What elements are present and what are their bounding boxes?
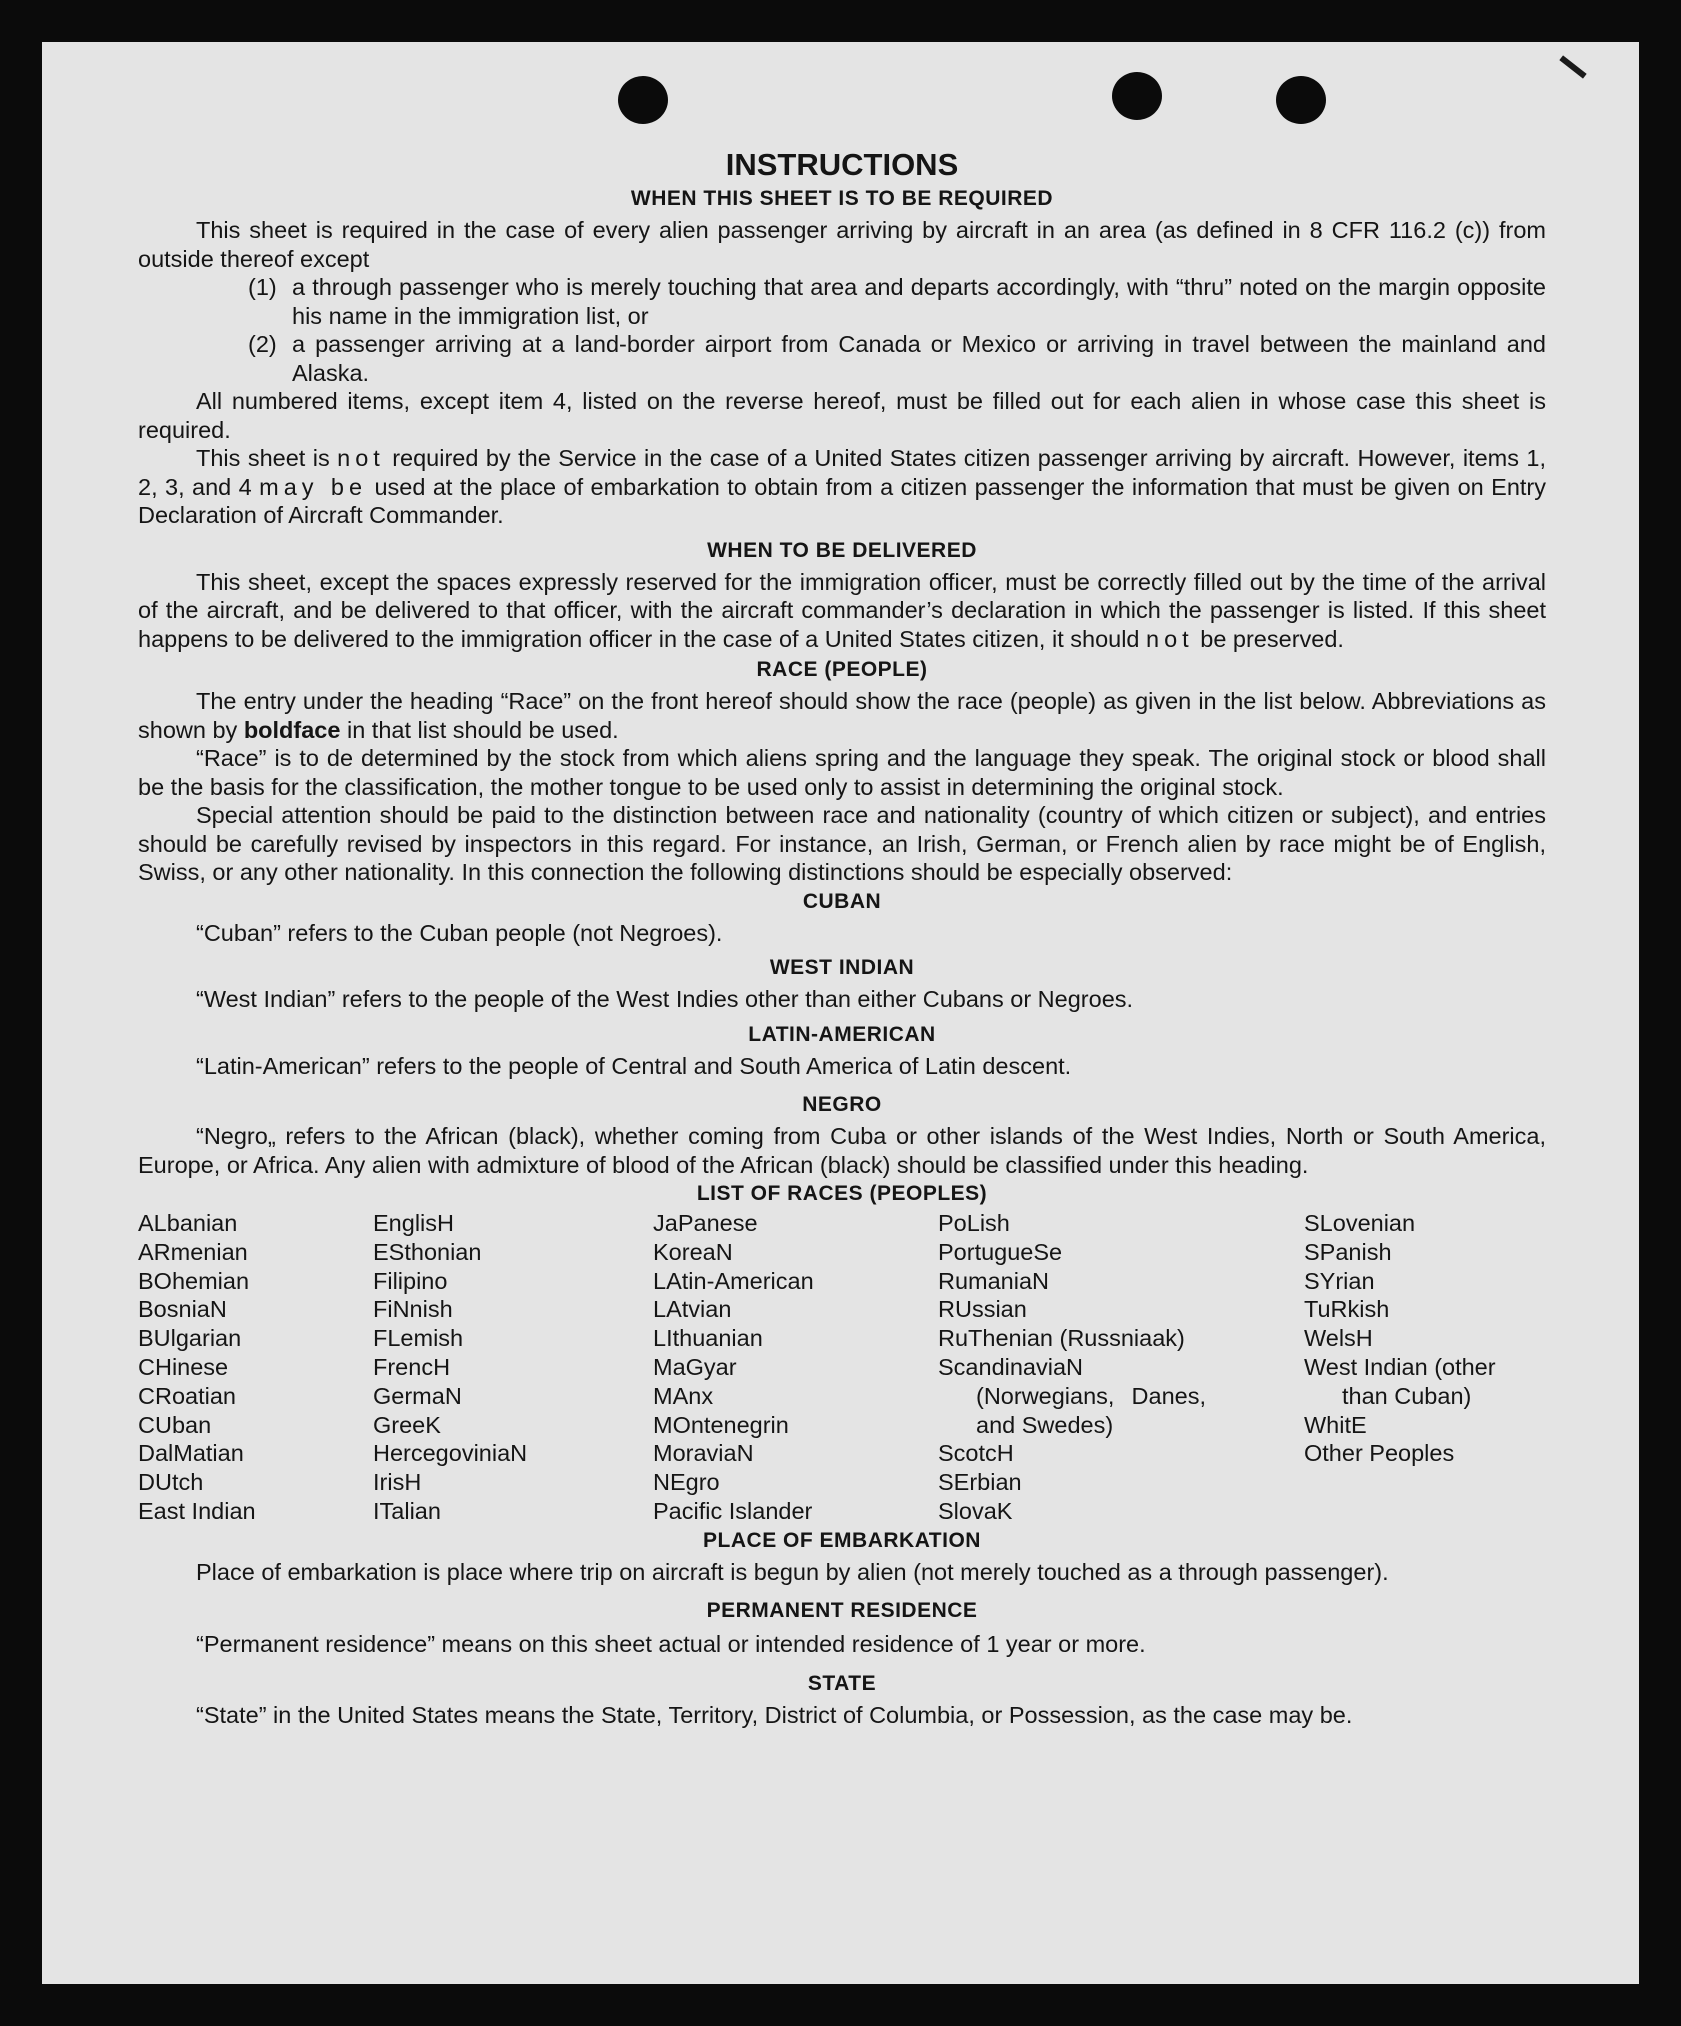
race-item: KoreaN: [653, 1238, 733, 1265]
race-item: FrencH: [373, 1353, 451, 1380]
race-item: SErbian: [938, 1469, 1022, 1496]
heading-cuban: CUBAN: [802, 889, 882, 913]
document-page: [42, 42, 1639, 1984]
race-item: CUban: [138, 1411, 212, 1438]
list-item: [248, 273, 1546, 330]
text: required by the Service in the case of a United States citizen passenger arriving by aircraft. However, items 1, 2, 3, and 4: [138, 445, 1546, 500]
race-item: WhitE: [1304, 1411, 1367, 1438]
race-item: JaPanese: [653, 1210, 758, 1236]
races-column: [373, 1209, 653, 1526]
race-item: RumaniaN: [938, 1267, 1050, 1294]
heading-place-of-embarkation: PLACE OF EMBARKATION: [703, 1528, 981, 1552]
race-item: MOntenegrin: [653, 1411, 789, 1438]
paragraph: This sheet is required in the case of every alien passenger arriving by aircraft in an area (as defined in 8 CFR 116.2 (c)) from outside thereof except: [138, 217, 1546, 272]
race-item: BosniaN: [138, 1296, 227, 1323]
race-item: FiNnish: [373, 1296, 453, 1323]
race-item: WelsH: [1304, 1325, 1373, 1352]
heading-list-of-races: LIST OF RACES (PEOPLES): [696, 1182, 988, 1205]
text: used at the place of embarkation to obtain from a citizen passenger the information that must be given on Entry Declaration of Aircraft Commander.: [138, 473, 1546, 528]
scan-mark: [1559, 55, 1586, 78]
race-item: Pacific Islander: [653, 1497, 813, 1524]
paragraph: Place of embarkation is place where trip on aircraft is begun by alien (not merely touched as a through passenger).: [196, 1558, 1389, 1585]
race-item: RuThenian (Russniaak): [938, 1325, 1185, 1352]
paragraph: [138, 687, 1546, 744]
punch-hole: [1276, 76, 1326, 124]
punch-hole: [1112, 72, 1162, 120]
races-column: [138, 1209, 373, 1526]
paragraph: “Cuban” refers to the Cuban people (not Negroes).: [196, 919, 723, 946]
heading-when-delivered: WHEN TO BE DELIVERED: [707, 538, 977, 562]
race-item: DalMatian: [138, 1440, 244, 1467]
text: in that list should be used.: [340, 716, 619, 743]
race-item: West Indian (other than Cuban): [1304, 1353, 1496, 1409]
race-item: NEgro: [653, 1469, 720, 1496]
races-list: [138, 1209, 1546, 1526]
race-item: SLovenian: [1304, 1210, 1416, 1236]
race-item: LAtin-American: [653, 1267, 814, 1294]
spaced-text: not: [1146, 625, 1194, 652]
bold-text: boldface: [243, 716, 341, 743]
race-item: East Indian: [138, 1497, 256, 1524]
page-title: INSTRUCTIONS: [725, 147, 959, 182]
heading-race: RACE (PEOPLE): [756, 658, 928, 681]
item-number: (1): [248, 274, 277, 300]
paragraph: [138, 568, 1546, 654]
race-item: CRoatian: [138, 1382, 236, 1409]
heading-when-required: WHEN THIS SHEET IS TO BE REQUIRED: [630, 187, 1054, 210]
race-item: SlovaK: [938, 1497, 1013, 1524]
races-column: [653, 1209, 938, 1526]
race-item: ARmenian: [138, 1238, 248, 1265]
text: The entry under the heading “Race” on the front hereof should show the race (people) as given in the list below. Abbreviations as shown by: [138, 688, 1546, 743]
paragraph: All numbered items, except item 4, listed on the reverse hereof, must be filled out for each alien in whose case this sheet is required.: [138, 388, 1546, 443]
list-item: [248, 330, 1546, 387]
heading-state: STATE: [807, 1671, 877, 1695]
paragraph: “West Indian” refers to the people of the West Indies other than either Cubans or Negroes.: [196, 986, 1134, 1012]
race-item: MoraviaN: [653, 1440, 754, 1467]
spaced-text: not: [337, 445, 385, 471]
race-item: MAnx: [653, 1382, 714, 1409]
race-item: IrisH: [373, 1469, 422, 1496]
race-item: LAtvian: [653, 1296, 732, 1323]
item-text: a through passenger who is merely touching that area and departs accordingly, with “thru” noted on the margin opposite his name in the immigration list, or: [292, 274, 1546, 329]
paragraph: [138, 444, 1546, 530]
races-column: [1304, 1209, 1546, 1526]
race-item: GreeK: [373, 1411, 441, 1438]
race-item: RUssian: [938, 1296, 1027, 1323]
race-item: ALbanian: [138, 1210, 238, 1236]
paragraph: Special attention should be paid to the distinction between race and nationality (country of which citizen or subject), and entries should be carefully revised by inspectors in this regard. For instance, an Irish, German, or French alien by race might be of English, Swiss, or any other nationality. In this connection the following distinctions should be especially observed:: [138, 802, 1546, 885]
race-item: ScandinaviaN (Norwegians, Danes, and Swedes): [938, 1353, 1206, 1438]
race-item: ITalian: [373, 1497, 441, 1524]
race-item: GermaN: [373, 1382, 462, 1409]
race-item: DUtch: [138, 1469, 204, 1496]
race-item: Other Peoples: [1304, 1440, 1455, 1467]
race-item: PortugueSe: [938, 1238, 1063, 1265]
text: This sheet, except the spaces expressly reserved for the immigration officer, must be correctly filled out by the time of the arrival of the aircraft, and be delivered to that officer, with the aircraft commander’s declaration in which the passenger is listed. If this sheet happens to be delivered to the immigration officer in the case of a United States citizen, it should: [138, 568, 1546, 652]
race-item: SYrian: [1304, 1267, 1375, 1294]
heading-west-indian: WEST INDIAN: [769, 956, 915, 979]
heading-latin-american: LATIN-AMERICAN: [748, 1022, 936, 1046]
paragraph: “Permanent residence” means on this sheet actual or intended residence of 1 year or more.: [196, 1631, 1146, 1658]
text: be preserved.: [1193, 625, 1344, 652]
heading-negro: NEGRO: [802, 1093, 882, 1116]
race-item: PoLish: [938, 1210, 1010, 1236]
race-item: ScotcH: [938, 1440, 1014, 1467]
race-item: BUlgarian: [138, 1325, 242, 1352]
item-text: a passenger arriving at a land-border airport from Canada or Mexico or arriving in travel between the mainland and Alaska.: [292, 331, 1546, 386]
race-item: FLemish: [373, 1325, 464, 1352]
race-item: MaGyar: [653, 1353, 737, 1380]
race-item: EnglisH: [373, 1210, 454, 1236]
spaced-text: may be: [259, 473, 368, 500]
paragraph: “Negro„ refers to the African (black), whether coming from Cuba or other islands of the West Indies, North or South America, Europe, or Africa. Any alien with admixture of blood of the African (black) should be classified under this heading.: [138, 1123, 1546, 1178]
paragraph: “State” in the United States means the State, Territory, District of Columbia, or Possession, as the case may be.: [196, 1701, 1353, 1728]
item-number: (2): [248, 331, 277, 357]
text: This sheet is: [196, 445, 338, 471]
instructions-body: [138, 146, 1546, 1729]
race-item: BOhemian: [138, 1267, 250, 1294]
race-item: SPanish: [1304, 1238, 1392, 1265]
paragraph: “Race” is to de determined by the stock from which aliens spring and the language they speak. The original stock or blood shall be the basis for the classification, the mother tongue to be used only to assist in determining the original stock.: [138, 745, 1546, 800]
race-item: TuRkish: [1304, 1296, 1390, 1323]
race-item: Filipino: [373, 1267, 448, 1294]
heading-permanent-residence: PERMANENT RESIDENCE: [706, 1599, 978, 1623]
race-item: CHinese: [138, 1353, 229, 1380]
race-item: ESthonian: [373, 1238, 482, 1265]
race-item: LIthuanian: [653, 1325, 763, 1352]
paragraph: “Latin-American” refers to the people of Central and South America of Latin descent.: [196, 1052, 1072, 1079]
races-column: [938, 1209, 1206, 1526]
punch-hole: [618, 76, 668, 124]
race-item: HercegoviniaN: [373, 1440, 528, 1467]
